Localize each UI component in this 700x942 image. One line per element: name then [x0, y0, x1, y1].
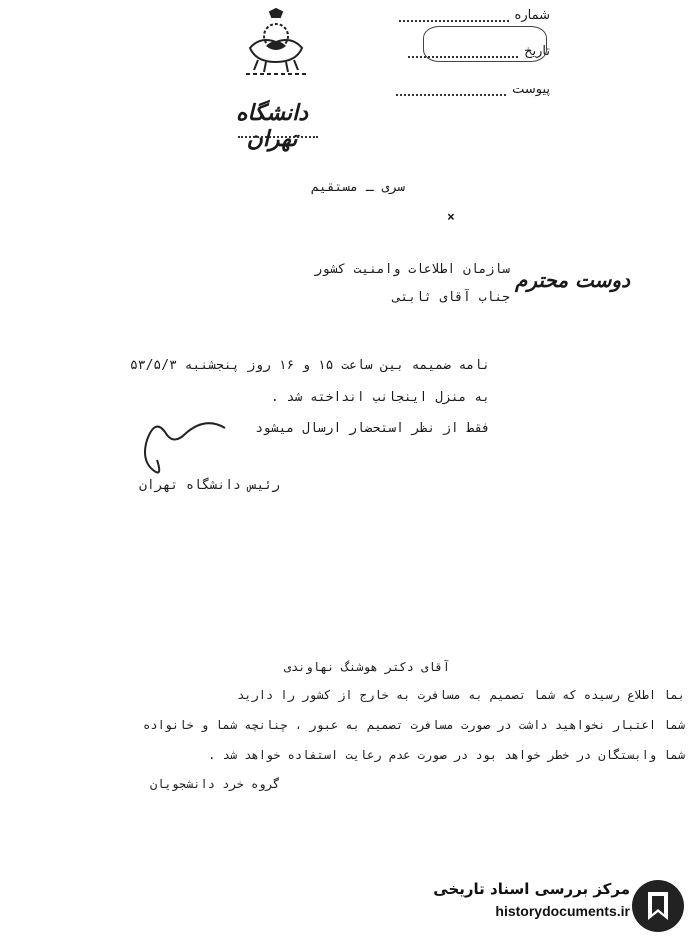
footer-title: مرکز بررسی اسناد تاریخی: [433, 880, 630, 898]
handwritten-note: دوست محترم: [515, 268, 630, 292]
recipient-line-1: سازمان اطلاعات وامنیت کشور: [314, 262, 510, 277]
attachment-label: پیوست: [512, 82, 550, 97]
attachment-field: [396, 82, 550, 97]
date-label: تاریخ: [524, 44, 550, 59]
attachment-line-2: شما اعتبار نخواهید داشت در صورت مسافرت تصمیم به عبور ، چنانچه شما و خانواده: [143, 718, 685, 732]
number-label: شماره: [514, 8, 550, 23]
classification-label: سری ـ مستقیم: [311, 180, 405, 195]
attachment-closing: گروه خرد دانشجویان: [149, 777, 280, 791]
attachment-dots: [396, 84, 506, 96]
recipient-line-2: جناب آقای ثابتی: [392, 290, 510, 305]
body-line-2: به منزل اینجانب انداخته شد .: [270, 390, 490, 405]
attachment-line-1: بما اطلاع رسیده که شما تصمیم به مسافرت به خارج از کشور را دارید: [237, 688, 685, 702]
number-field: [399, 8, 550, 23]
handwritten-signature-icon: [140, 408, 230, 488]
signature-title: رئیس دانشگاه تهران: [139, 478, 280, 493]
body-line-3: فقط از نظر استحضار ارسال میشود: [255, 421, 490, 436]
attachment-salutation: آقای دکتر هوشنگ نهاوندی: [283, 660, 450, 674]
number-dots: [399, 10, 509, 22]
university-name: دانشگاه تهران: [235, 100, 309, 152]
attachment-line-3: شما وابستگان در خطر خواهد بود در صورت عدم رعایت استفاده خواهد شد .: [208, 748, 685, 762]
footer-url[interactable]: historydocuments.ir: [495, 903, 630, 919]
reference-circle: [423, 26, 547, 62]
university-underline: [238, 136, 318, 138]
body-line-1: نامه ضمیمه بین ساعت ۱۵ و ۱۶ روز پنجشنبه ۵۳/۵/۳: [129, 358, 490, 373]
cross-mark: ×: [447, 210, 456, 225]
archive-bookmark-logo-icon: [630, 878, 686, 934]
lion-and-sun-crown-emblem-icon: [236, 8, 316, 78]
